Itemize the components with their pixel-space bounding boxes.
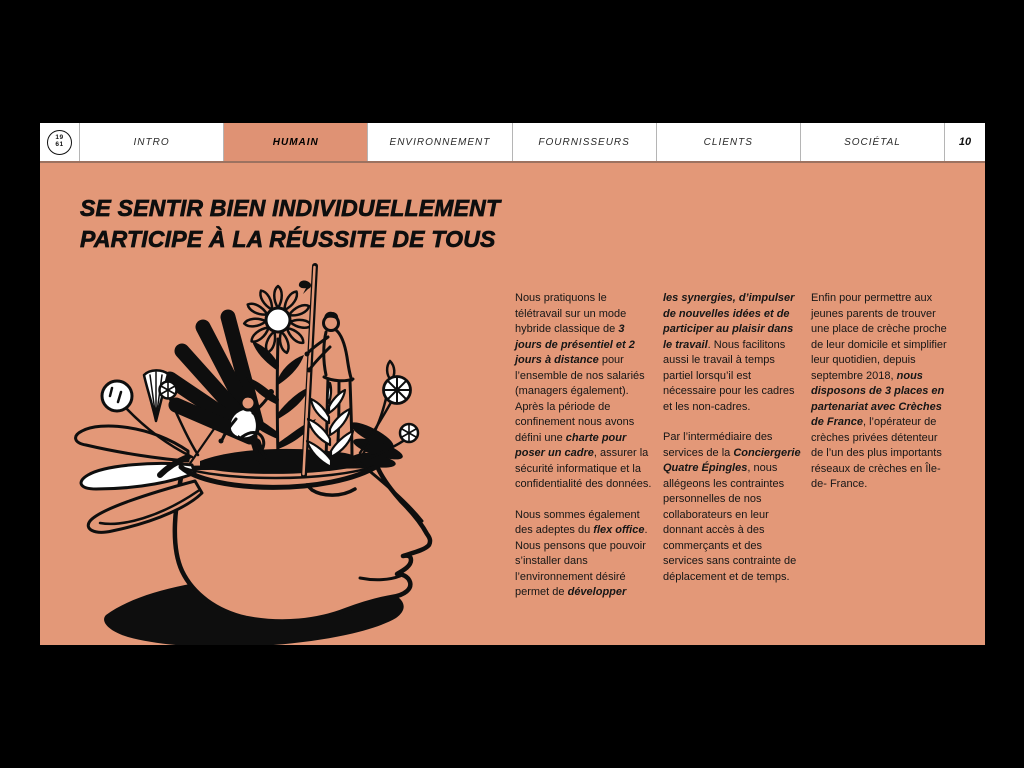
head-plants-illustration (60, 253, 520, 645)
top-navigation (40, 119, 985, 163)
tab-sociétal[interactable]: SOCIÉTAL (801, 123, 945, 161)
text-column-3 (811, 291, 949, 616)
tab-intro[interactable]: INTRO (80, 123, 224, 161)
title-line-1: SE SENTIR BIEN INDIVIDUELLEMENT (80, 195, 501, 221)
logo-top: 19 (55, 134, 64, 142)
paragraph: Par l’intermédiaire des services de la Conciergerie Quatre Épingles, nous allégeons les contraintes personnelles de nos collaborateurs en leur donnant accès à des commerçants et des services sans contrainte de déplacement et de temps. (663, 431, 801, 583)
logo-bottom: 61 (55, 141, 64, 148)
paragraph: Enfin pour permettre aux jeunes parents de trouver une place de crèche proche de leur domicile et simplifier leur quotidien, depuis septembre 2018, nous disposons de 3 places en partenariat avec Crèches de France, l’opérateur de crèches privées détenteur de l’un des plus importants réseaux de crèches en Île-de- France. (811, 292, 947, 490)
logo-cell (40, 123, 80, 161)
tab-environnement[interactable]: ENVIRONNEMENT (368, 123, 512, 161)
page-title (80, 193, 500, 255)
nav-tabs (80, 123, 945, 161)
text-column-2 (663, 291, 801, 616)
paragraph: Nous pratiquons le télétravail sur un mode hybride classique de 3 jours de présentiel et 2 jours à distance pour l’ensemble de nos salariés (managers également). Après la période de confinement nous avons défini une charte pour poser un cadre, assurer la sécurité informatique et la confidentialité des données. (515, 292, 652, 490)
slide-content (40, 163, 985, 645)
report-slide (40, 119, 985, 645)
text-column-1 (515, 291, 653, 616)
title-line-2: PARTICIPE À LA RÉUSSITE DE TOUS (80, 226, 496, 252)
illustration-svg (60, 253, 520, 645)
text-columns (515, 291, 949, 616)
tab-humain[interactable]: HUMAIN (224, 123, 368, 161)
tab-clients[interactable]: CLIENTS (657, 123, 801, 161)
page-number: 10 (958, 136, 972, 148)
paragraph: les synergies, d’impulser de nouvelles idées et de participer au plaisir dans le travail. Nous facilitons aussi le travail à temps partiel lorsqu’il est nécessaire pour les cadres et les non-cadres. (663, 292, 795, 413)
tab-fournisseurs[interactable]: FOURNISSEURS (513, 123, 657, 161)
paragraph: Nous sommes également des adeptes du flex office. Nous pensons que pouvoir s’installer dans l’environnement désiré permet de développer (515, 508, 648, 598)
logo-1961 (47, 130, 72, 155)
